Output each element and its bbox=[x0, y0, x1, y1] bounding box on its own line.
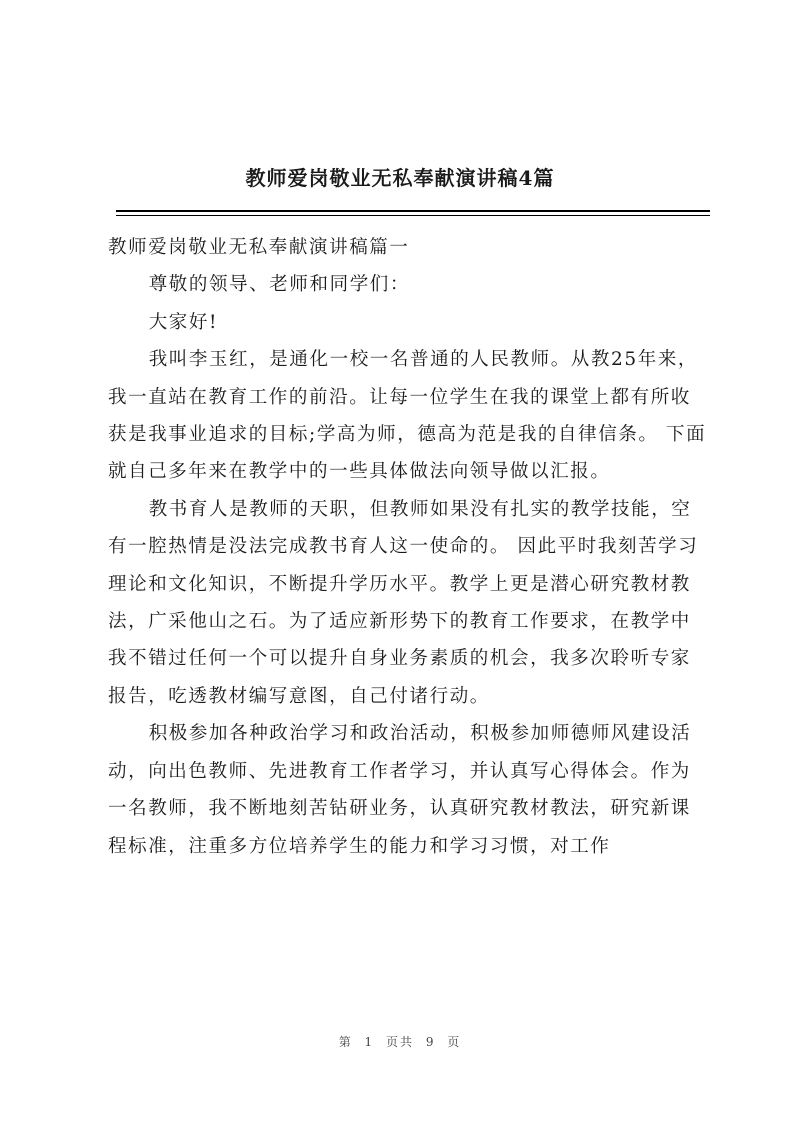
title-divider-thin bbox=[116, 215, 710, 216]
title-divider-thick bbox=[116, 210, 710, 212]
paragraph-political: 积极参加各种政治学习和政治活动，积极参加师德师风建设活动，向出色教师、先进教育工作者学习，并认真写心得体会。作为一名教师，我不断地刻苦钻研业务，认真研究教材教法，研究新课程标准，注重多方位培养学生的能力和学习习惯，对工作 bbox=[108, 723, 692, 857]
section-heading: 教师爱岗敬业无私奉献演讲稿篇一 bbox=[108, 237, 410, 258]
page-footer: 第 1 页共 9 页 bbox=[338, 1035, 462, 1049]
greeting: 大家好! bbox=[148, 311, 219, 333]
salutation: 尊敬的领导、老师和同学们： bbox=[148, 274, 410, 296]
document-body bbox=[108, 229, 708, 865]
paragraph-teaching: 教书育人是教师的天职，但教师如果没有扎实的教学技能，空有一腔热情是没法完成教书育人这一使命的。 因此平时我刻苦学习理论和文化知识，不断提升学历水平。教学上更是潜心研究教材教法，广采他山之石。为了适应新形势下的教育工作要求，在教学中我不错过任何一个可以提升自身业务素质的机会，我多次聆听专家报告，吃透教材编写意图，自己付诸行动。 bbox=[108, 498, 699, 707]
paragraph-intro: 我叫李玉红，是通化一校一名普通的人民教师。从教25年来， 我一直站在教育工作的前沿。让每一位学生在我的课堂上都有所收获是我事业追求的目标;学高为师，德高为范是我的自律信条。 下面就自己多年来在教学中的一些具体做法向领导做以汇报。 bbox=[108, 349, 707, 483]
document-title: 教师爱岗敬业无私奉献演讲稿4篇 bbox=[245, 166, 555, 190]
